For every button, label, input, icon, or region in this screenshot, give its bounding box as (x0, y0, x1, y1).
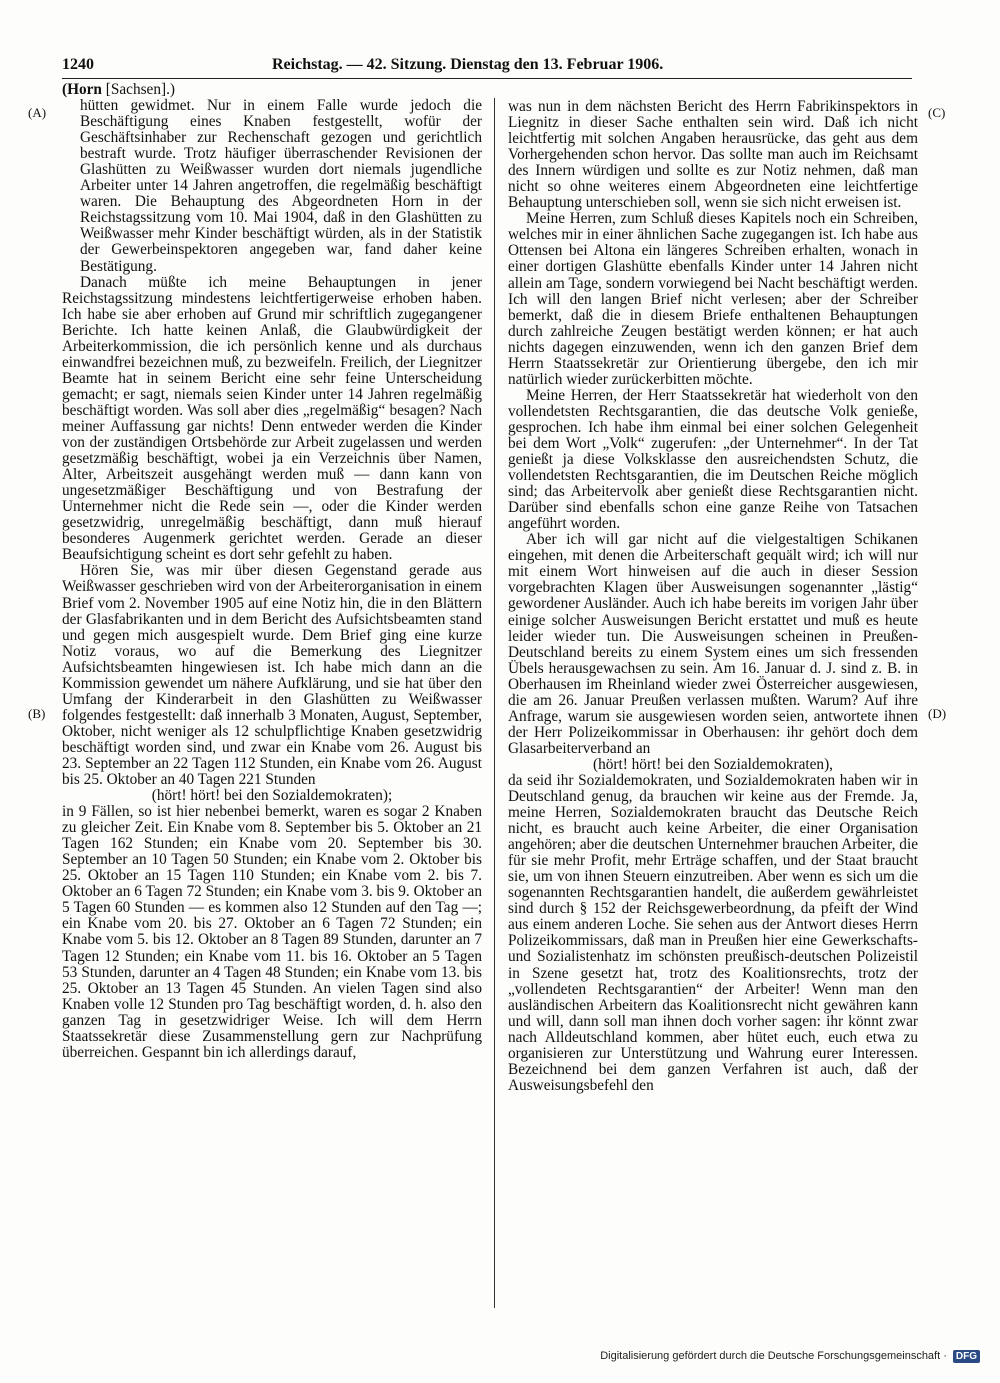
page-header (62, 52, 912, 79)
paragraph: Meine Herren, der Herr Staatssekretär hat wiederholt von den vollendetsten Rechtsgarantien, die das deutsche Volk genieße, gesprochen. Ich habe ihm einmal bei einer solchen Gelegenheit bei dem Wort „Volk“ zugerufen: „der Unternehmer“. In der Tat genießt ja diese Volksklasse den ausreichendsten Schutz, die vollendetsten Rechtsgarantien, die im Deutschen Reiche möglich sind; das Arbeitervolk aber genießt diese Rechtsgarantien nicht. Darüber sind ebenfalls schon eine ganze Reihe von Tatsachen angeführt worden. (508, 386, 918, 533)
page-number: 1240 (62, 56, 94, 73)
paragraph: hütten gewidmet. Nur in einem Falle wurde jedoch die Beschäftigung eines Knaben festgestellt, wofür der Geschäftsinhaber zur Rechenschaft gezogen und gerichtlich bestraft wurde. Trotz häufiger überraschender Revisionen der Glashütten zu Weißwasser wurden dort niemals jugendliche Arbeiter unter 14 Jahren angetroffen, die regelmäßig beschäftigt waren. Die Behauptung des Abgeordneten Horn in der Reichstagssitzung vom 10. Mai 1904, daß in den Glashütten zu Weißwasser mehr Kinder beschäftigt würden, als in der Statistik der Gewerbeinspektoren angegeben war, fand daher keine Bestätigung. (80, 97, 482, 275)
margin-letter-c: (C) (928, 105, 946, 120)
speaker-party: [Sachsen].) (101, 81, 176, 98)
column-divider (494, 98, 495, 1308)
margin-letter-a: (A) (28, 105, 47, 120)
credit-text: Digitalisierung gefördert durch die Deutsche Forschungsgemeinschaft · (600, 1350, 947, 1362)
paragraph: Hören Sie, was mir über diesen Gegenstand gerade aus Weißwasser geschrieben wird von der Arbeiterorganisation in einem Brief vom 2. November 1905 auf eine Notiz hin, die in den Blättern der Glasfabrikanten und in dem Bericht des Aufsichtsbeamten stand und gegen mich ausgespielt wurde. Dem Brief ging eine kurze Notiz voraus, wo auf die Bemerkung des Liegnitzer Aufsichtsbeamten hingewiesen ist. Ich habe mich dann an die Kommission gewendet um nähere Aufklärung, und sie hat über den Umfang der Kinderarbeit in den Glashütten zu Weißwasser folgendes festgestellt: daß innerhalb 3 Monaten, August, September, Oktober, nicht weniger als 12 schulpflichtige Knaben gesetzwidrig beschäftigt worden sind, und zwar ein Knabe vom 26. August bis 23. September an 22 Tagen 112 Stunden, ein Knabe vom 26. August bis 25. Oktober an 40 Tagen 221 Stunden (62, 562, 482, 789)
text-column-left (62, 82, 482, 1061)
interjection: (hört! hört! bei den Sozialdemokraten); (151, 787, 393, 805)
speaker-name: (Horn (62, 81, 102, 98)
speaker-line (62, 82, 482, 98)
digitization-credit (600, 1347, 980, 1365)
interjection: (hört! hört! bei den Sozialdemokraten), (593, 755, 833, 773)
margin-letter-d: (D) (928, 706, 947, 721)
paragraph: in 9 Fällen, so ist hier nebenbei bemerkt, waren es sogar 2 Knaben zu gleicher Zeit. Ein Knabe vom 8. September bis 5. Oktober an 21 Tagen 162 Stunden; ein Knabe vom 20. September bis 30. September an 10 Tagen 50 Stunden; ein Knabe vom 2. Oktober bis 25. Oktober an 15 Tagen 110 Stunden; ein Knabe vom 2. bis 7. Oktober an 6 Tagen 72 Stunden; ein Knabe vom 3. bis 9. Oktober an 5 Tagen 60 Stunden — es kommen also 12 Stunden auf den Tag —; ein Knabe vom 20. bis 27. Oktober an 6 Tagen 72 Stunden; ein Knabe vom 5. bis 12. Oktober an 8 Tagen 89 Stunden, darunter an 7 Tagen 12 Stunden; ein Knabe vom 11. bis 16. Oktober an 5 Tagen 53 Stunden, darunter an 4 Tagen 48 Stunden; ein Knabe vom 13. bis 25. Oktober an 13 Tagen 45 Stunden. An vielen Tagen sind also Knaben volle 12 Stunden pro Tag beschäftigt worden, d. h. also den ganzen Tag in gesetzwidriger Weise. Ich will dem Herrn Staatssekretär diese Zusammenstellung gern zur Nachprüfung überreichen. Gespannt bin ich allerdings darauf, (62, 803, 482, 1061)
paragraph: was nun in dem nächsten Bericht des Herrn Fabrikinspektors in Liegnitz in dieser Sache enthalten sein wird. Daß ich nicht leichtfertig mit solchen Angaben herausrücke, das geht aus dem Vorhergehenden schon hervor. Das sollte man auch im Reichsamt des Innern würdigen und sollte es zur Notiz nehmen, daß man nicht so ohne weiteres einem Abgeordneten eine leichtfertige Behauptung unterschieben soll, wenn sie sich nicht erweisen ist. (508, 98, 918, 212)
paragraph: Danach müßte ich meine Behauptungen in jener Reichstagssitzung mindestens leichtfertigerweise erhoben haben. Ich habe sie aber erhoben auf Grund mir schriftlich zugegangener Berichte. Ich hatte keinen Anlaß, die Glaubwürdigkeit der Arbeiterkommission, die ich persönlich kenne und als durchaus einwandfrei bezeichnen muß, zu bezweifeln. Freilich, der Liegnitzer Beamte hat in seinem Bericht eine sehr feine Unterscheidung gemacht; er sagt, niemals seien Kinder unter 14 Jahren regelmäßig beschäftigt worden. Was soll aber dies „regelmäßig“ besagen? Nach meiner Auffassung gar nichts! Denn entweder werden die Kinder von der zuständigen Ortsbehörde zur Arbeit zugelassen und werden gesetzmäßig beschäftigt, wobei ja ein Verzeichnis über Namen, Alter, Arbeitszeit ausgehängt werden muß — dann kann von ungesetzmäßiger Beschäftigung und von Bestrafung der Unternehmer nicht die Rede sein —, oder die Kinder werden gesetzwidrig, unregelmäßig beschäftigt, dann muß hierauf besonderes Augenmerk gerichtet werden. Gerade an dieser Beaufsichtigung scheint es dort sehr gefehlt zu haben. (62, 273, 482, 564)
text-column-right (508, 99, 918, 1094)
dfg-logo-icon: DFG (953, 1350, 980, 1363)
paragraph: Meine Herren, zum Schluß dieses Kapitels noch ein Schreiben, welches mir in einer ähnlichen Sache zugegangen ist. Ich habe aus Ottensen bei Altona ein längeres Schreiben erhalten, wonach in einer dortigen Glashütte ebenfalls Kinder unter 14 Jahren nicht allein am Tage, sondern vorwiegend bei Nacht beschäftigt werden. Ich will den langen Brief nicht verlesen; aber der Schreiber bemerkt, daß die in diesem Briefe enthaltenen Behauptungen durch zahlreiche Zeugen bestätigt werden können; er hat auch nichts dagegen einzuwenden, wenn ich den ganzen Brief dem Herrn Staatssekretär zur Orientierung übergebe, den ich mir natürlich wieder zurückerbitten möchte. (508, 210, 918, 388)
margin-letter-b: (B) (28, 706, 46, 721)
running-title: Reichstag. — 42. Sitzung. Dienstag den 13. Februar 1906. (272, 56, 664, 73)
paragraph: Aber ich will gar nicht auf die vielgestaltigen Schikanen eingehen, mit denen die Arbeiterschaft gequält wird; ich will nur mit einem Wort hinweisen auf die auch in dieser Session vorgebrachten Klagen über Ausweisungen sogenannter „lästig“ gewordener Ausländer. Auch ich habe bereits im vorigen Jahr über einige solcher Ausweisungen Bericht erstattet und muß es heute leider wieder tun. Die Ausweisungen scheinen in Preußen-Deutschland bereits zu einem System eines um sich fressenden Übels herausgewachsen zu sein. Am 16. Januar d. J. sind z. B. in Oberhausen im Rheinland wieder zwei Österreicher ausgewiesen, die am 26. Januar Preußen verlassen mußten. Warum? Auf ihre Anfrage, warum sie ausgewiesen worden seien, antwortete ihnen der Herr Polizeikommissar in Oberhausen: ihr gehört doch dem Glasarbeiterverband an (508, 531, 918, 757)
paragraph: da seid ihr Sozialdemokraten, und Sozialdemokraten haben wir in Deutschland genug, da brauchen wir keine aus der Fremde. Ja, meine Herren, Sozialdemokraten braucht das Deutsche Reich nicht, es braucht auch keine Arbeiter, die einer Organisation angehören; aber die deutschen Unternehmer brauchen Arbeiter, die für sie mehr Profit, mehr Erträge schaffen, und der Staat braucht sie, um von ihnen Steuern einzutreiben. Aber wenn es sich um die sogenannten Rechtsgarantien handelt, die außerdem gewährleistet sind durch § 152 der Reichsgewerbeordnung, da pfeift der Wind aus einem anderen Loche. Sie sehen aus der Antwort dieses Herrn Polizeikommissars, daß man in Preußen hier eine Gewerkschafts- und Sozialistenhatz im schönsten preußisch-deutschen Polizeistil in Szene gesetzt hat, trotz des Koalitionsrechts, trotz der „vollendeten Rechtsgarantien“ der Arbeiter! Wenn man den ausländischen Arbeitern das Koalitionsrecht nicht gewähren kann und will, dann soll man ihnen doch vorher sagen: ihr könnt zwar nach Alldeutschland kommen, aber hütet euch, euch etwa zu organisieren zur Unterstützung und Wahrung eurer Interessen. Bezeichnend bei dem ganzen Verfahren ist auch, daß der Ausweisungsbefehl den (508, 771, 918, 1094)
